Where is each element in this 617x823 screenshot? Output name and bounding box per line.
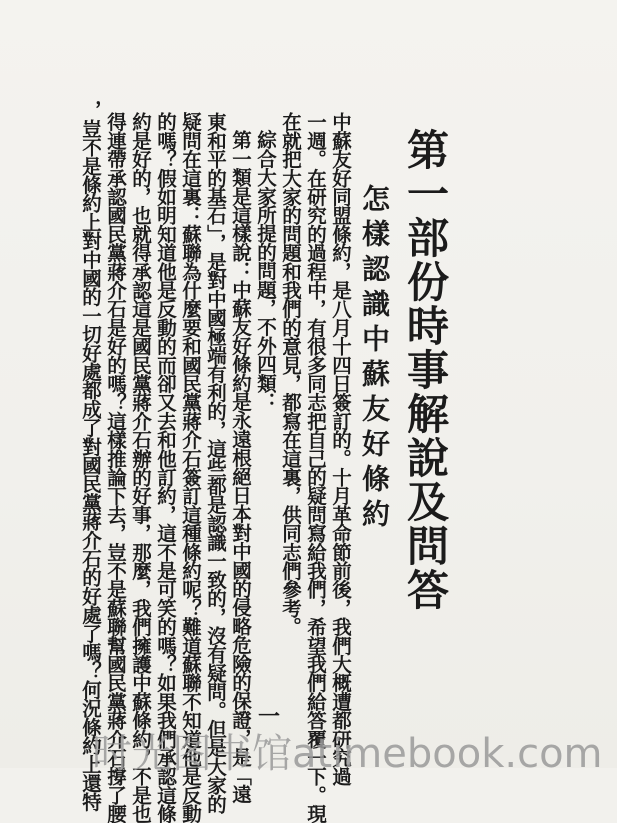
page-number: 一 <box>258 704 283 730</box>
body-line: 的嗎？假如明知道他是反動的而卻又去和他訂約，這不是可笑的嗎？如果我們承認這條 <box>154 112 177 823</box>
section-title: 第一部份時事解說及問答 <box>401 128 450 612</box>
body-line: 綜合大家所提的問題，不外四類： <box>254 130 277 411</box>
body-line: 中蘇友好同盟條約，是八月十四日簽訂的。十月革命節前後，我們大概遭都研究過 <box>329 112 352 786</box>
body-line: 在就把大家的問題和我們的意見，都寫在這裏，供同志們參考。 <box>279 112 302 636</box>
body-line: 一週。在研究的過程中，有很多同志把自己的疑問寫給我們，希望我們給答覆一下。現 <box>304 112 327 823</box>
body-line: 第一類是這樣說：中蘇友好條約是永遠根絕日本對中國的侵略危險的保證，是「遠 <box>229 130 252 804</box>
body-line: 東和平的基石」，是對中國極端有利的，這些都是認識一致的，沒有疑問。但是大家的 <box>204 112 227 813</box>
body-line: 約是好的，也就得承認這是國民黨蔣介石辦的好事，那麼，我們擁護中蘇條約，不是也 <box>129 112 152 823</box>
body-line: 得連帶承認國民黨蔣介石是好的嗎？這樣推論下去，豈不是蘇聯幫國民黨蔣介石撐了腰 <box>104 112 127 823</box>
body-line: ，豈不是條約上對中國的一切好處都成了對國民黨蔣介石的好處了嗎？何況條約上還特 <box>79 100 102 811</box>
watermark-text: 时光图书馆atimebook.com <box>92 731 603 777</box>
article-subtitle: 怎樣認識中蘇友好條約 <box>358 184 391 534</box>
body-line: 疑問在這裏：蘇聯為什麼要和國民黨蔣介石簽訂這種條約呢？難道蘇聯不知道他是反動 <box>179 112 202 823</box>
